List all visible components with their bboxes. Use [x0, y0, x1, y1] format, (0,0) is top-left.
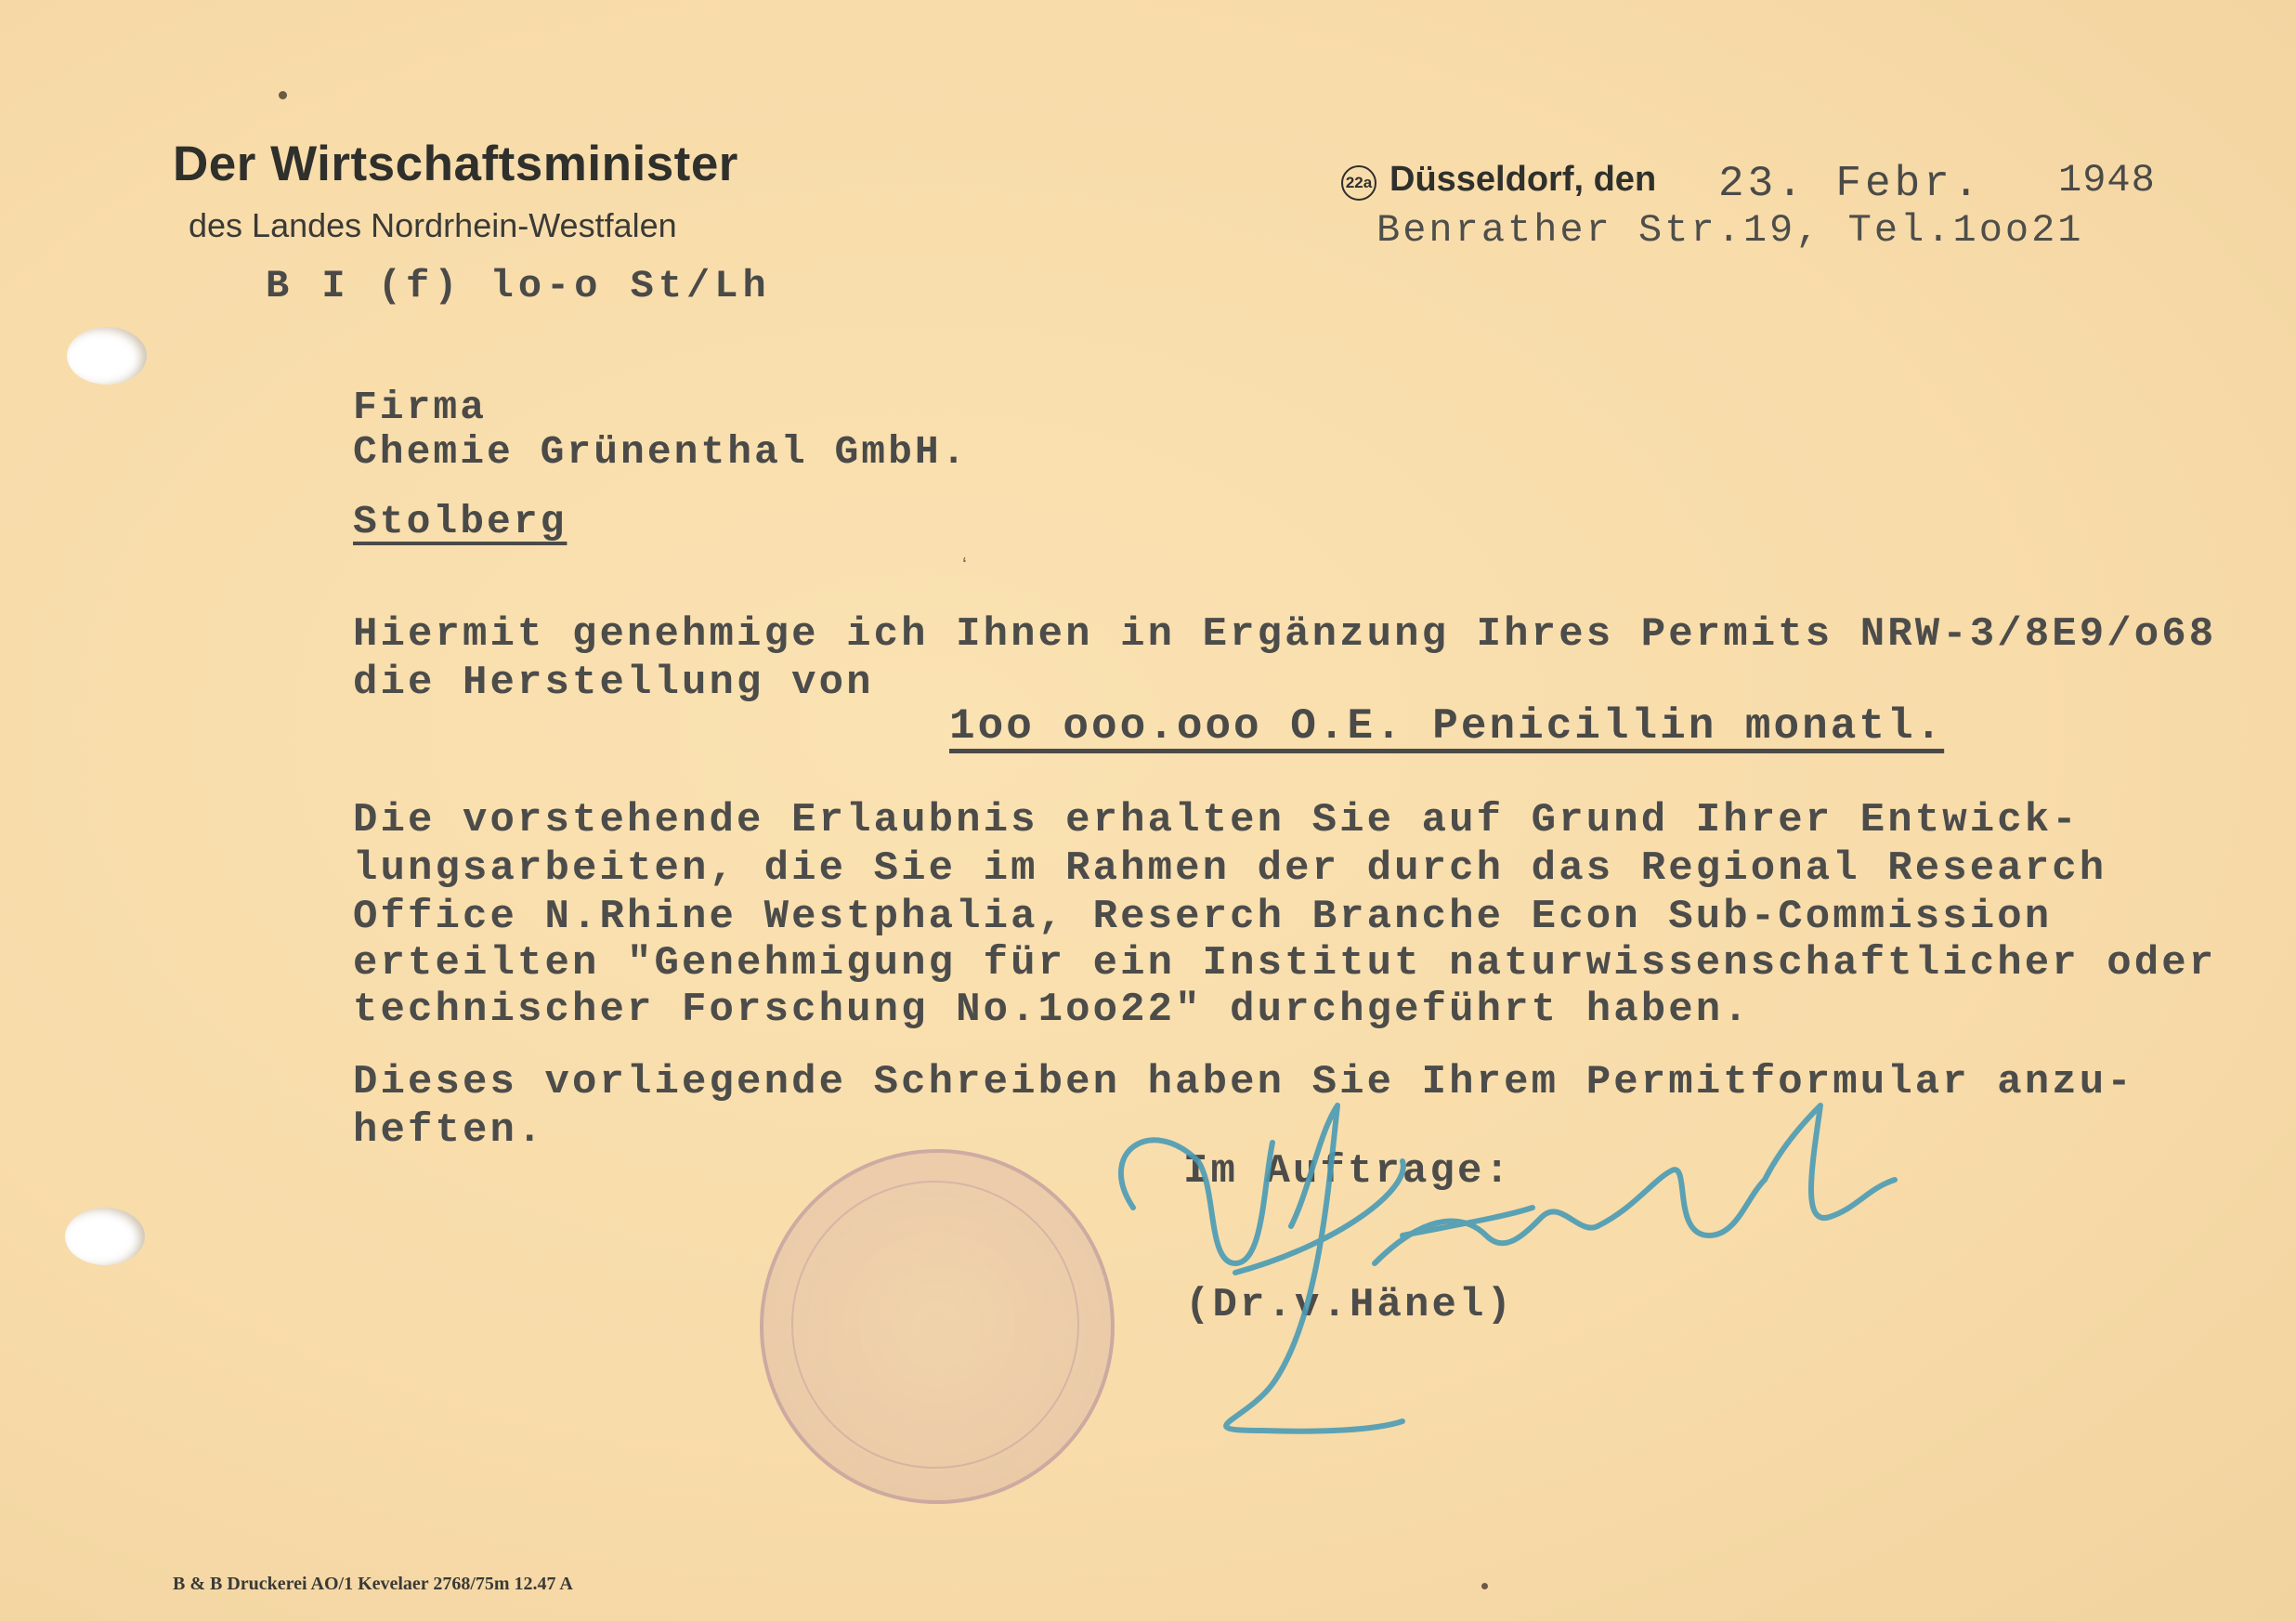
tick-mark: ʻ [962, 554, 967, 577]
stamp-inner-ring [791, 1181, 1079, 1469]
closing-phrase: Im Auftrage: [1183, 1148, 1513, 1195]
body-paragraph-2-line-1: Die vorstehende Erlaubnis erhalten Sie auf Grund Ihrer Entwick- [353, 797, 2080, 843]
body-paragraph-1-line-2: die Herstellung von [353, 660, 874, 706]
date-year: 1948 [2058, 158, 2156, 203]
amount-text: 1oo ooo.ooo O.E. Penicillin monatl. [949, 702, 1945, 751]
body-paragraph-2-line-2: lungsarbeiten, die Sie im Rahmen der durch das Regional Research [353, 845, 2107, 892]
signatory-name: (Dr.v.Hänel) [1185, 1282, 1515, 1328]
paper-speck [1481, 1583, 1488, 1589]
date-day: 23. Febr. [1718, 160, 1983, 208]
signature-stroke [1765, 1105, 1895, 1218]
body-paragraph-2-line-3: Office N.Rhine Westphalia, Reserch Branche Econ Sub-Commission [353, 894, 2053, 940]
recipient-line-2: Chemie Grünenthal GmbH. [353, 429, 969, 475]
handwritten-signature [1096, 1078, 1913, 1449]
postcode-symbol: 22a [1341, 165, 1376, 201]
recipient-line-1: Firma [353, 385, 488, 430]
signature-stroke [1121, 1140, 1272, 1263]
body-paragraph-2-line-5: technischer Forschung No.1oo22" durchgeführt haben. [353, 987, 1751, 1033]
signature-stroke [1402, 1208, 1533, 1235]
paper-speck [279, 91, 287, 99]
body-paragraph-3-line-1: Dieses vorliegende Schreiben haben Sie Ihrem Permitformular anzu- [353, 1059, 2134, 1105]
punch-hole-top [67, 327, 147, 385]
city-date-label: Düsseldorf, den [1389, 160, 1657, 199]
printer-imprint: B & B Druckerei AO/1 Kevelaer 2768/75m 12.47 A [173, 1574, 573, 1594]
office-address: Benrather Str.19, Tel.1oo21 [1376, 208, 2084, 253]
body-paragraph-1-line-1: Hiermit genehmige ich Ihnen in Ergänzung Ihres Permits NRW-3/8E9/o68 [353, 611, 2217, 658]
penicillin-amount [949, 702, 1944, 751]
ministry-subtitle: des Landes Nordrhein-Westfalen [189, 206, 677, 244]
punch-hole-bottom [65, 1208, 145, 1265]
reference-number: B I (f) lo-o St/Lh [266, 264, 771, 308]
official-stamp [760, 1149, 1115, 1504]
signature-stroke [1598, 1170, 1765, 1235]
recipient-city: Stolberg [353, 499, 567, 544]
ministry-title: Der Wirtschaftsminister [173, 137, 738, 191]
body-paragraph-3-line-2: heften. [353, 1107, 545, 1154]
body-paragraph-2-line-4: erteilten "Genehmigung für ein Institut naturwissenschaftlicher oder [353, 940, 2217, 987]
